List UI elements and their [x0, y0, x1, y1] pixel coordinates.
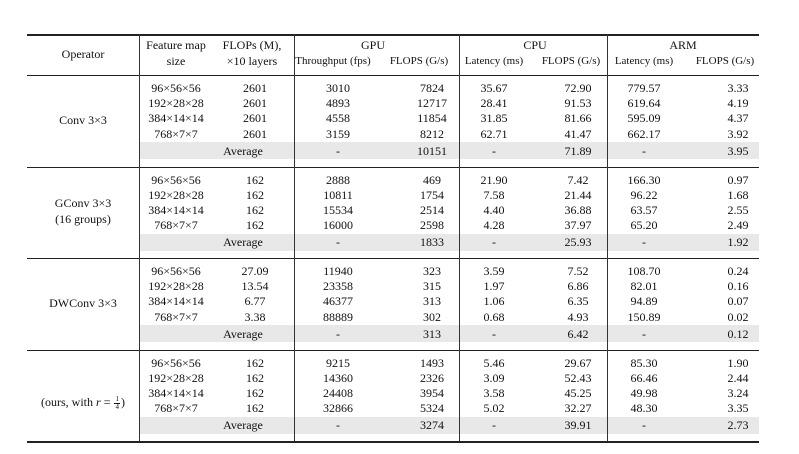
header-flops-layers: ×10 layers: [226, 54, 278, 68]
column-divider: [607, 350, 608, 442]
cell-arm-fl: 2.49: [727, 218, 749, 233]
cell-arm-fl: 2.55: [727, 202, 749, 217]
cell-arm-fl: 3.24: [727, 385, 749, 400]
group-rule: [27, 258, 759, 259]
average-gpu-fl: 1833: [420, 235, 444, 250]
average-cpu-fl: 25.93: [564, 235, 592, 250]
cell-cpu-lat: 31.85: [480, 111, 508, 126]
cell-size: 384×14×14: [148, 202, 204, 217]
column-divider: [607, 167, 608, 259]
operator-detail-eq: =: [100, 395, 114, 410]
cell-arm-fl: 0.97: [727, 172, 749, 187]
fraction-denominator: 4: [115, 403, 119, 411]
header-feature-map: Feature map: [146, 38, 206, 52]
average-arm-fl: 1.92: [727, 235, 749, 250]
cell-arm-fl: 2.44: [727, 370, 749, 385]
operator-detail-suffix: ): [120, 395, 125, 410]
cell-cpu-fl: 41.47: [564, 126, 592, 141]
header-column-divider: [139, 34, 140, 75]
operator-label: Conv 3×3: [59, 112, 107, 127]
cell-flops: 162: [246, 187, 264, 202]
average-arm-lat: -: [642, 326, 646, 341]
cell-arm-lat: 150.89: [627, 309, 661, 324]
cell-cpu-lat: 7.58: [483, 187, 505, 202]
cell-cpu-lat: 4.40: [483, 202, 505, 217]
average-cpu-lat: -: [492, 418, 496, 433]
cell-arm-fl: 1.68: [727, 187, 749, 202]
cell-gpu-fl: 2598: [420, 218, 444, 233]
cell-flops: 3.38: [244, 309, 266, 324]
cell-gpu-tp: 23358: [323, 279, 353, 294]
operator-detail-prefix: (ours, with: [41, 395, 97, 410]
header-rule: [27, 75, 759, 76]
cell-size: 96×56×56: [151, 355, 201, 370]
average-label: Average: [223, 235, 263, 250]
cell-cpu-fl: 81.66: [564, 111, 592, 126]
column-divider: [139, 167, 140, 259]
header-gpu-throughput: Throughput (fps): [295, 55, 371, 67]
cell-cpu-fl: 32.27: [564, 401, 592, 416]
header-column-divider: [607, 34, 608, 75]
cell-size: 384×14×14: [148, 294, 204, 309]
cell-cpu-fl: 52.43: [564, 370, 592, 385]
cell-size: 96×56×56: [151, 172, 201, 187]
average-cpu-lat: -: [492, 143, 496, 158]
average-gpu-tp: -: [336, 143, 340, 158]
cell-cpu-lat: 35.67: [480, 81, 508, 95]
cell-arm-lat: 48.30: [630, 401, 658, 416]
cell-flops: 27.09: [241, 264, 269, 278]
cell-gpu-fl: 3954: [420, 385, 444, 400]
operator-fraction: [114, 396, 120, 411]
cell-arm-lat: 166.30: [627, 172, 661, 187]
cell-gpu-fl: 469: [423, 172, 441, 187]
header-cpu-latency: Latency (ms): [464, 55, 524, 67]
cell-size: 384×14×14: [148, 111, 204, 126]
cell-cpu-fl: 37.97: [564, 218, 592, 233]
cell-flops: 162: [246, 401, 264, 416]
cell-cpu-lat: 0.68: [483, 309, 505, 324]
average-arm-lat: -: [642, 143, 646, 158]
cell-flops: 13.54: [241, 279, 269, 294]
column-divider: [294, 167, 295, 259]
fraction-numerator: 1: [115, 395, 119, 403]
header-arm-latency: Latency (ms): [614, 55, 674, 67]
cell-flops: 162: [246, 218, 264, 233]
cell-cpu-lat: 3.58: [483, 385, 505, 400]
cell-flops: 2601: [243, 81, 267, 95]
cell-arm-fl: 0.24: [727, 264, 749, 278]
average-gpu-fl: 10151: [417, 143, 447, 158]
cell-size: 192×28×28: [148, 96, 204, 111]
column-divider: [459, 258, 460, 350]
cell-cpu-fl: 91.53: [564, 96, 592, 111]
cell-gpu-tp: 16000: [323, 218, 353, 233]
cell-gpu-tp: 88889: [323, 309, 353, 324]
top-rule: [27, 34, 759, 36]
header-arm-flops: FLOPS (G/s): [695, 55, 755, 67]
operator-label-detail: [41, 395, 125, 411]
average-cpu-lat: -: [492, 326, 496, 341]
cell-gpu-tp: 10811: [323, 187, 353, 202]
cell-arm-fl: 4.19: [727, 96, 749, 111]
cell-cpu-lat: 3.09: [483, 370, 505, 385]
operator-detail-var: r: [96, 395, 101, 410]
cell-gpu-fl: 1493: [420, 355, 444, 370]
benchmark-table: [27, 34, 759, 447]
cell-gpu-fl: 315: [423, 279, 441, 294]
group-rule: [27, 350, 759, 351]
average-arm-lat: -: [642, 235, 646, 250]
column-divider: [139, 350, 140, 442]
header-flops: FLOPs (M),: [222, 38, 282, 52]
cell-cpu-fl: 36.88: [564, 202, 592, 217]
cell-gpu-tp: 3010: [326, 81, 350, 95]
cell-size: 384×14×14: [148, 385, 204, 400]
cell-arm-lat: 779.57: [627, 81, 661, 95]
header-feature-map-size: size: [166, 54, 186, 68]
average-arm-fl: 2.73: [727, 418, 749, 433]
average-gpu-fl: 3274: [420, 418, 444, 433]
cell-size: 768×7×7: [154, 126, 198, 141]
cell-arm-fl: 0.02: [727, 309, 749, 324]
cell-arm-lat: 96.22: [630, 187, 658, 202]
header-arm: ARM: [669, 38, 697, 52]
cell-gpu-tp: 24408: [323, 385, 353, 400]
operator-label: GConv 3×3: [54, 196, 112, 211]
cell-cpu-lat: 5.02: [483, 401, 505, 416]
column-divider: [459, 167, 460, 259]
average-cpu-fl: 71.89: [564, 143, 592, 158]
cell-cpu-fl: 6.35: [567, 294, 589, 309]
cell-flops: 162: [246, 385, 264, 400]
cell-size: 192×28×28: [148, 370, 204, 385]
cell-size: 768×7×7: [154, 401, 198, 416]
cell-gpu-tp: 4893: [326, 96, 350, 111]
cell-cpu-lat: 62.71: [480, 126, 508, 141]
header-column-divider: [459, 34, 460, 75]
cell-gpu-fl: 8212: [420, 126, 444, 141]
cell-flops: 6.77: [244, 294, 266, 309]
cell-gpu-fl: 5324: [420, 401, 444, 416]
cell-size: 96×56×56: [151, 264, 201, 278]
cell-cpu-fl: 29.67: [564, 355, 592, 370]
cell-cpu-lat: 1.06: [483, 294, 505, 309]
column-divider: [139, 75, 140, 167]
cell-gpu-tp: 4558: [326, 111, 350, 126]
bottom-rule: [27, 441, 759, 443]
cell-arm-fl: 3.35: [727, 401, 749, 416]
cell-gpu-fl: 313: [423, 294, 441, 309]
cell-arm-lat: 66.46: [630, 370, 658, 385]
cell-gpu-fl: 302: [423, 309, 441, 324]
operator-label: DWConv 3×3: [49, 295, 117, 310]
cell-flops: 2601: [243, 96, 267, 111]
average-label: Average: [223, 143, 263, 158]
cell-cpu-fl: 4.93: [567, 309, 589, 324]
average-arm-fl: 0.12: [727, 326, 749, 341]
cell-arm-fl: 0.16: [727, 279, 749, 294]
header-gpu-flops: FLOPS (G/s): [389, 55, 449, 67]
cell-flops: 162: [246, 370, 264, 385]
cell-gpu-fl: 12717: [417, 96, 447, 111]
cell-arm-lat: 108.70: [627, 264, 661, 278]
column-divider: [294, 350, 295, 442]
cell-gpu-fl: 2326: [420, 370, 444, 385]
cell-arm-lat: 85.30: [630, 355, 658, 370]
cell-cpu-fl: 72.90: [564, 81, 592, 95]
cell-arm-lat: 94.89: [630, 294, 658, 309]
column-divider: [294, 75, 295, 167]
cell-cpu-lat: 28.41: [480, 96, 508, 111]
cell-cpu-lat: 1.97: [483, 279, 505, 294]
cell-arm-lat: 82.01: [630, 279, 658, 294]
cell-cpu-fl: 45.25: [564, 385, 592, 400]
average-gpu-tp: -: [336, 235, 340, 250]
cell-arm-fl: 1.90: [727, 355, 749, 370]
cell-cpu-lat: 21.90: [480, 172, 508, 187]
column-divider: [607, 75, 608, 167]
header-cpu: CPU: [523, 38, 547, 52]
average-gpu-tp: -: [336, 326, 340, 341]
cell-size: 192×28×28: [148, 279, 204, 294]
cell-gpu-tp: 3159: [326, 126, 350, 141]
average-arm-fl: 3.95: [727, 143, 749, 158]
header-column-divider: [294, 34, 295, 75]
header-gpu: GPU: [360, 38, 386, 52]
average-label: Average: [223, 326, 263, 341]
cell-arm-lat: 63.57: [630, 202, 658, 217]
cell-arm-lat: 49.98: [630, 385, 658, 400]
cell-cpu-lat: 4.28: [483, 218, 505, 233]
average-arm-lat: -: [642, 418, 646, 433]
cell-flops: 2601: [243, 126, 267, 141]
cell-gpu-fl: 11854: [417, 111, 447, 126]
cell-gpu-tp: 32866: [323, 401, 353, 416]
cell-gpu-fl: 323: [423, 264, 441, 278]
column-divider: [139, 258, 140, 350]
cell-gpu-fl: 1754: [420, 187, 444, 202]
cell-arm-fl: 0.07: [727, 294, 749, 309]
cell-arm-lat: 595.09: [627, 111, 661, 126]
average-gpu-tp: -: [336, 418, 340, 433]
cell-flops: 162: [246, 172, 264, 187]
cell-cpu-lat: 5.46: [483, 355, 505, 370]
cell-flops: 162: [246, 355, 264, 370]
cell-size: 768×7×7: [154, 309, 198, 324]
cell-gpu-tp: 11940: [323, 264, 353, 278]
cell-arm-lat: 619.64: [627, 96, 661, 111]
cell-gpu-tp: 2888: [326, 172, 350, 187]
average-cpu-lat: -: [492, 235, 496, 250]
cell-size: 96×56×56: [151, 81, 201, 95]
operator-label-detail: (16 groups): [55, 212, 111, 227]
column-divider: [607, 258, 608, 350]
cell-cpu-fl: 7.42: [567, 172, 589, 187]
cell-arm-fl: 3.33: [727, 81, 749, 95]
cell-cpu-lat: 3.59: [483, 264, 505, 278]
average-gpu-fl: 313: [423, 326, 441, 341]
cell-cpu-fl: 7.52: [567, 264, 589, 278]
column-divider: [459, 350, 460, 442]
cell-gpu-fl: 7824: [420, 81, 444, 95]
cell-flops: 162: [246, 202, 264, 217]
header-operator: Operator: [61, 47, 105, 61]
column-divider: [459, 75, 460, 167]
cell-flops: 2601: [243, 111, 267, 126]
cell-gpu-tp: 15534: [323, 202, 353, 217]
average-cpu-fl: 39.91: [564, 418, 592, 433]
cell-size: 768×7×7: [154, 218, 198, 233]
cell-gpu-tp: 14360: [323, 370, 353, 385]
average-label: Average: [223, 418, 263, 433]
group-rule: [27, 167, 759, 168]
average-cpu-fl: 6.42: [567, 326, 589, 341]
cell-arm-lat: 65.20: [630, 218, 658, 233]
cell-cpu-fl: 6.86: [567, 279, 589, 294]
cell-gpu-tp: 46377: [323, 294, 353, 309]
cell-gpu-tp: 9215: [326, 355, 350, 370]
column-divider: [294, 258, 295, 350]
header-cpu-flops: FLOPS (G/s): [541, 55, 601, 67]
cell-arm-lat: 662.17: [627, 126, 661, 141]
cell-gpu-fl: 2514: [420, 202, 444, 217]
cell-arm-fl: 3.92: [727, 126, 749, 141]
cell-size: 192×28×28: [148, 187, 204, 202]
cell-arm-fl: 4.37: [727, 111, 749, 126]
cell-cpu-fl: 21.44: [564, 187, 592, 202]
